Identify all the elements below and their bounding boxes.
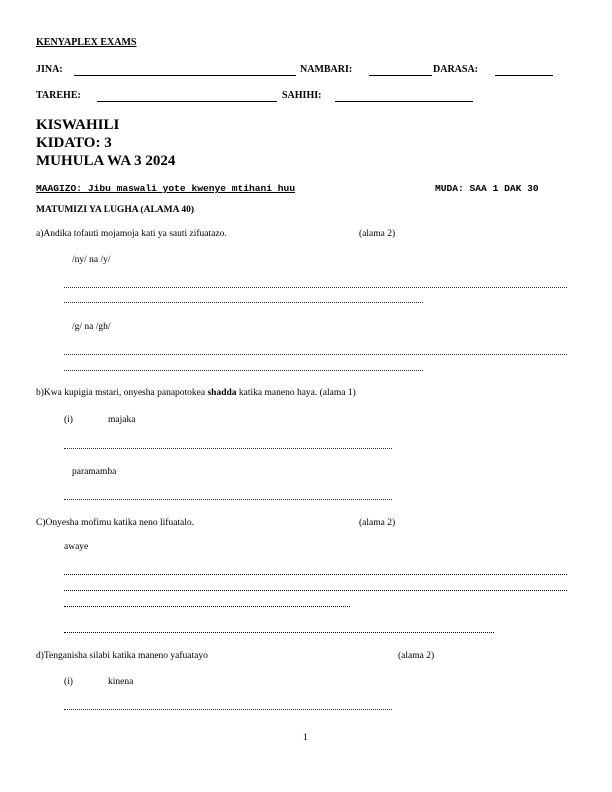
number-label: NAMBARI:	[300, 64, 353, 75]
question-b-item1-word: majaka	[108, 415, 136, 425]
answer-line[interactable]	[64, 590, 567, 591]
question-d-item1-word: kinena	[108, 677, 134, 687]
signature-label: SAHIHI:	[282, 90, 322, 101]
question-a-pair2: /g/ na /gh/	[72, 322, 111, 332]
date-label: TAREHE:	[36, 90, 81, 101]
question-d-prompt: d)Tenganisha silabi katika maneno yafuatayo	[36, 651, 208, 661]
date-field-line[interactable]	[97, 101, 277, 102]
question-c-prompt: C)Onyesha mofimu katika neno lifuatalo.	[36, 518, 195, 528]
signature-field-line[interactable]	[335, 101, 473, 102]
page-number: 1	[303, 733, 308, 743]
time-allowed: MUDA: SAA 1 DAK 30	[435, 183, 539, 194]
question-b-prompt	[36, 388, 356, 398]
question-d-item1-number: (i)	[64, 677, 73, 687]
org-name: KENYAPLEX EXAMS	[36, 37, 137, 48]
question-b-prompt-start: b)Kwa kupigia mstari, onyesha panapotokea	[36, 388, 208, 398]
answer-line[interactable]	[64, 499, 392, 500]
answer-line[interactable]	[64, 606, 350, 607]
class-field-line[interactable]	[495, 75, 553, 76]
name-field-line[interactable]	[74, 75, 296, 76]
answer-line[interactable]	[64, 448, 392, 449]
answer-line[interactable]	[64, 709, 392, 710]
question-b-item2-word: paramamba	[72, 467, 117, 477]
question-c-marks: (alama 2)	[359, 518, 396, 528]
answer-line[interactable]	[64, 302, 423, 303]
question-a-marks: (alama 2)	[359, 229, 396, 239]
question-b-prompt-end: katika maneno haya. (alama 1)	[236, 388, 356, 398]
answer-line[interactable]	[64, 632, 494, 633]
section-title: MATUMIZI YA LUGHA (ALAMA 40)	[36, 205, 194, 215]
answer-line[interactable]	[64, 574, 567, 575]
question-a-pair1: /ny/ na /y/	[72, 255, 111, 265]
question-d-marks: (alama 2)	[398, 651, 435, 661]
name-label: JINA:	[36, 64, 63, 75]
subject-term: MUHULA WA 3 2024	[36, 153, 176, 169]
subject-name: KISWAHILI	[36, 117, 120, 133]
question-b-item1-number: (i)	[64, 415, 73, 425]
answer-line[interactable]	[64, 354, 567, 355]
answer-line[interactable]	[64, 287, 567, 288]
instructions: MAAGIZO: Jibu maswali yote kwenye mtihani huu	[36, 183, 296, 194]
number-field-line[interactable]	[369, 75, 432, 76]
question-a-prompt: a)Andika tofauti mojamoja kati ya sauti zifuatazo.	[36, 229, 227, 239]
subject-form: KIDATO: 3	[36, 135, 112, 151]
question-c-word: awaye	[64, 542, 89, 552]
class-label: DARASA:	[433, 64, 478, 75]
question-b-prompt-bold: shadda	[207, 388, 237, 398]
answer-line[interactable]	[64, 370, 423, 371]
